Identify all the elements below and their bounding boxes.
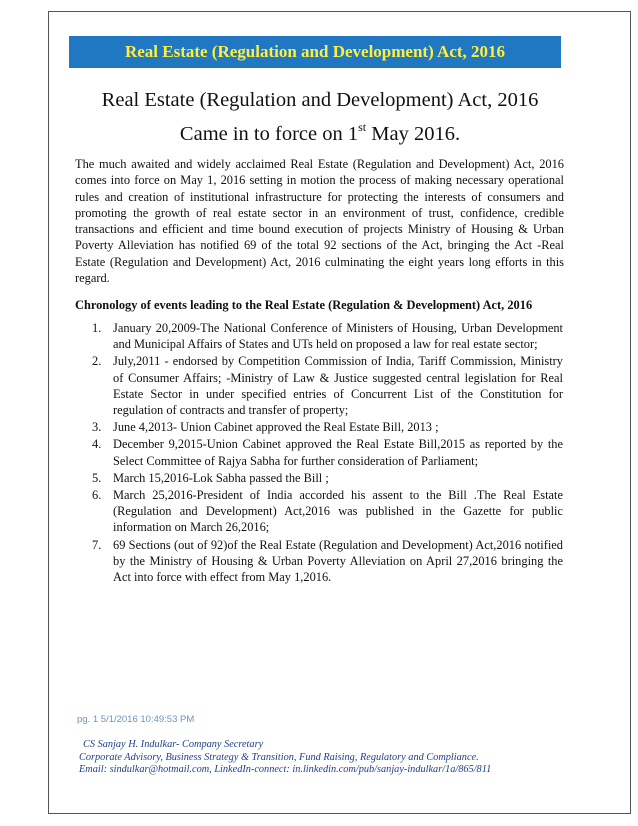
item-number: 1.	[92, 321, 102, 335]
list-item	[87, 537, 563, 586]
list-item	[87, 419, 563, 435]
footer-services: Corporate Advisory, Business Strategy & Transition, Fund Raising, Regulatory and Compliance.	[79, 751, 479, 763]
item-text: March 15,2016-Lok Sabha passed the Bill ;	[113, 470, 329, 485]
footer	[79, 739, 569, 777]
intro-paragraph: The much awaited and widely acclaimed Real Estate (Regulation and Development) Act, 2016 comes into force on May 1, 2016 setting in motion the process of making necessary operational rules and creation of institutional infrastructure for protecting the interests of consumers and promoting the growth of real estate sector in an environment of trust, confidence, credible transactions and efficient and time bound execution of projects Ministry of Housing & Urban Poverty Alleviation has notified 69 of the total 92 sections of the Act, bringing the Act -Real Estate (Regulation and Development) Act, 2016 culminating the eight years long efforts in this regard.	[75, 157, 564, 286]
item-text: December 9,2015-Union Cabinet approved the Real Estate Bill,2015 as reported by the Select Committee of Rajya Sabha for further consideration of Parliament;	[113, 437, 563, 468]
item-number: 3.	[92, 420, 102, 435]
page-stamp: pg. 1 5/1/2016 10:49:53 PM	[77, 714, 195, 725]
item-text: July,2011 - endorsed by Competition Commission of India, Tariff Commission, Ministry of Consumer Affairs; -Ministry of Law & Justice suggested central legislation for Real Estate Sector in under specified entries of Concurrent List of the Constitution for regulation of contracts and transfer of property;	[113, 354, 563, 418]
list-item	[87, 436, 563, 468]
item-text: 69 Sections (out of 92)of the Real Estate (Regulation and Development) Act,2016 notified by the Ministry of Housing & Urban Poverty Alleviation on April 27,2016 bringing the Act into force with effect from May 1,2016.	[113, 537, 563, 585]
footer-contact: Email: sindulkar@hotmail.com, LinkedIn-connect: in.linkedin.com/pub/sanjay-indulkar/1a/865/811	[79, 764, 492, 776]
list-item	[87, 470, 563, 486]
subtitle-superscript: st	[358, 120, 367, 134]
header-banner: Real Estate (Regulation and Development) Act, 2016	[69, 36, 561, 68]
item-number: 2.	[92, 354, 102, 369]
item-number: 4.	[92, 437, 102, 452]
list-item	[87, 353, 563, 418]
item-text: March 25,2016-President of India accorded his assent to the Bill .The Real Estate (Regulation and Development) Act,2016 was published in the Gazette for public information on March 26,2016;	[113, 488, 563, 535]
chronology-heading: Chronology of events leading to the Real Estate (Regulation & Development) Act, 2016	[75, 298, 533, 312]
item-text: June 4,2013- Union Cabinet approved the Real Estate Bill, 2013 ;	[113, 420, 439, 435]
document-title: Real Estate (Regulation and Development) Act, 2016	[101, 89, 539, 111]
list-item	[87, 320, 563, 352]
subtitle-rest: May 2016.	[366, 123, 461, 145]
item-text: January 20,2009-The National Conference of Ministers of Housing, Urban Development and Municipal Affairs of States and UTs held on proposed a law for real estate sector;	[113, 321, 563, 352]
document-subtitle	[74, 120, 566, 148]
item-number: 6.	[92, 488, 102, 503]
subtitle-prefix: Came in to force on 1	[179, 123, 359, 145]
item-number: 7.	[92, 537, 102, 552]
list-item	[87, 487, 563, 536]
events-list	[87, 320, 563, 586]
item-number: 5.	[92, 470, 102, 485]
footer-author: CS Sanjay H. Indulkar- Company Secretary	[83, 739, 264, 750]
